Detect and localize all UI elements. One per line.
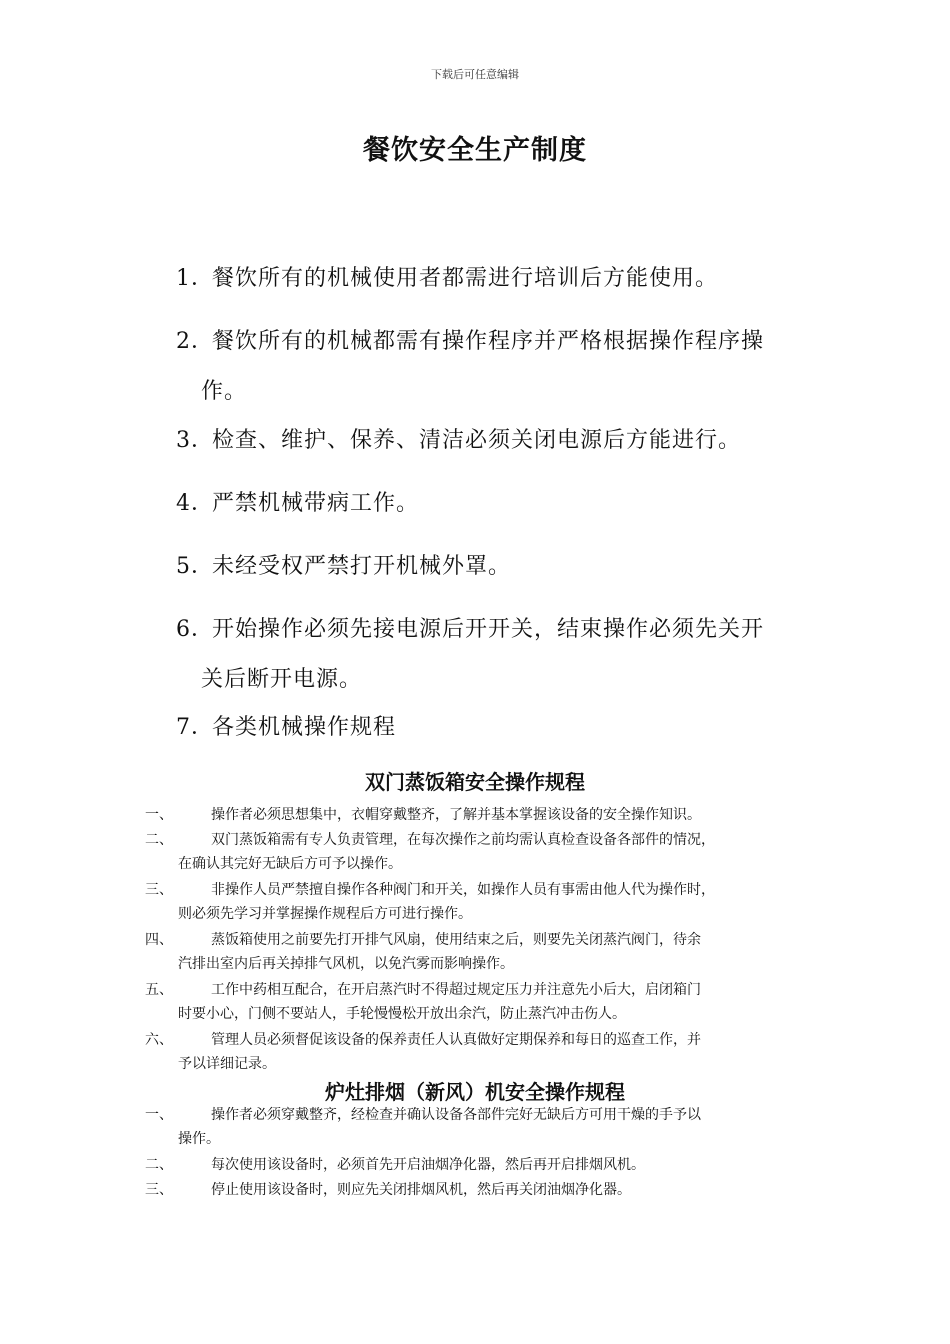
rule-7 (176, 703, 816, 753)
item-text: 每次使用该设备时，必须首先开启油烟净化器，然后再开启排烟风机。 (211, 1157, 645, 1173)
rule-number: 3． (176, 428, 214, 453)
item-mark: 二、 (145, 1157, 173, 1173)
header-note: 下载后可任意编辑 (431, 68, 519, 81)
rule-3 (176, 416, 816, 466)
item-mark: 五、 (145, 982, 173, 998)
item-mark: 六、 (145, 1032, 173, 1048)
item-text: 非操作人员严禁擅自操作各种阀门和开关，如操作人员有事需由他人代为操作时， (211, 882, 715, 898)
rule-text: 餐饮所有的机械使用者都需进行培训后方能使用。 (212, 266, 719, 291)
steamer-item-2 (145, 828, 817, 876)
rule-text: 各类机械操作规程 (212, 715, 397, 740)
rule-number: 5． (176, 554, 214, 579)
rule-number: 6． (176, 617, 214, 642)
rule-2 (176, 317, 816, 417)
rule-text: 检查、维护、保养、清洁必须关闭电源后方能进行。 (212, 428, 742, 453)
item-text: 操作者必须穿戴整齐，经检查并确认设备各部件完好无缺后方可用干燥的手予以 (211, 1107, 701, 1123)
item-mark: 一、 (145, 807, 173, 823)
section-title-steamer: 双门蒸饭箱安全操作规程 (365, 770, 585, 794)
rule-text: 餐饮所有的机械都需有操作程序并严格根据操作程序操 (212, 329, 765, 354)
steamer-item-4 (145, 928, 817, 976)
rule-1 (176, 254, 816, 304)
item-text: 管理人员必须督促该设备的保养责任人认真做好定期保养和每日的巡查工作，并 (211, 1032, 701, 1048)
steamer-item-3 (145, 878, 817, 926)
item-mark: 二、 (145, 832, 173, 848)
item-text-continued: 予以详细记录。 (178, 1056, 276, 1072)
rule-4 (176, 479, 816, 529)
item-mark: 三、 (145, 882, 173, 898)
steamer-item-1 (145, 803, 817, 827)
item-mark: 三、 (145, 1182, 173, 1198)
item-text-continued: 则必须先学习并掌握操作规程后方可进行操作。 (178, 906, 472, 922)
item-text-continued: 在确认其完好无缺后方可予以操作。 (178, 856, 402, 872)
rule-text: 未经受权严禁打开机械外罩。 (212, 554, 512, 579)
hood-item-3 (145, 1178, 817, 1202)
rule-text-continued: 关后断开电源。 (201, 667, 363, 692)
item-mark: 一、 (145, 1107, 173, 1123)
item-mark: 四、 (145, 932, 173, 948)
rule-text: 严禁机械带病工作。 (212, 491, 420, 516)
item-text: 蒸饭箱使用之前要先打开排气风扇，使用结束之后，则要先关闭蒸汽阀门，待余 (211, 932, 701, 948)
hood-item-2 (145, 1153, 817, 1177)
rule-text-continued: 作。 (201, 379, 248, 404)
item-text-continued: 时要小心，门侧不要站人，手轮慢慢松开放出余汽，防止蒸汽冲击伤人。 (178, 1006, 626, 1022)
rule-number: 1． (176, 266, 214, 291)
steamer-item-5 (145, 978, 817, 1026)
rule-5 (176, 542, 816, 592)
item-text-continued: 汽排出室内后再关掉排气风机，以免汽雾而影响操作。 (178, 956, 514, 972)
steamer-item-6 (145, 1028, 817, 1076)
item-text-continued: 操作。 (178, 1131, 220, 1147)
rule-number: 2． (176, 329, 214, 354)
rule-text: 开始操作必须先接电源后开开关，结束操作必须先关开 (212, 617, 765, 642)
hood-item-1 (145, 1103, 817, 1151)
item-text: 操作者必须思想集中，衣帽穿戴整齐，了解并基本掌握该设备的安全操作知识。 (211, 807, 701, 823)
rule-number: 4． (176, 491, 214, 516)
section-title-range-hood: 炉灶排烟（新风）机安全操作规程 (325, 1080, 625, 1104)
item-text: 停止使用该设备时，则应先关闭排烟风机，然后再关闭油烟净化器。 (211, 1182, 631, 1198)
document-title: 餐饮安全生产制度 (363, 135, 587, 166)
rule-number: 7． (176, 715, 214, 740)
rule-6 (176, 605, 816, 705)
item-text: 工作中药相互配合，在开启蒸汽时不得超过规定压力并注意先小后大，启闭箱门 (211, 982, 701, 998)
item-text: 双门蒸饭箱需有专人负责管理，在每次操作之前均需认真检查设备各部件的情况， (211, 832, 715, 848)
